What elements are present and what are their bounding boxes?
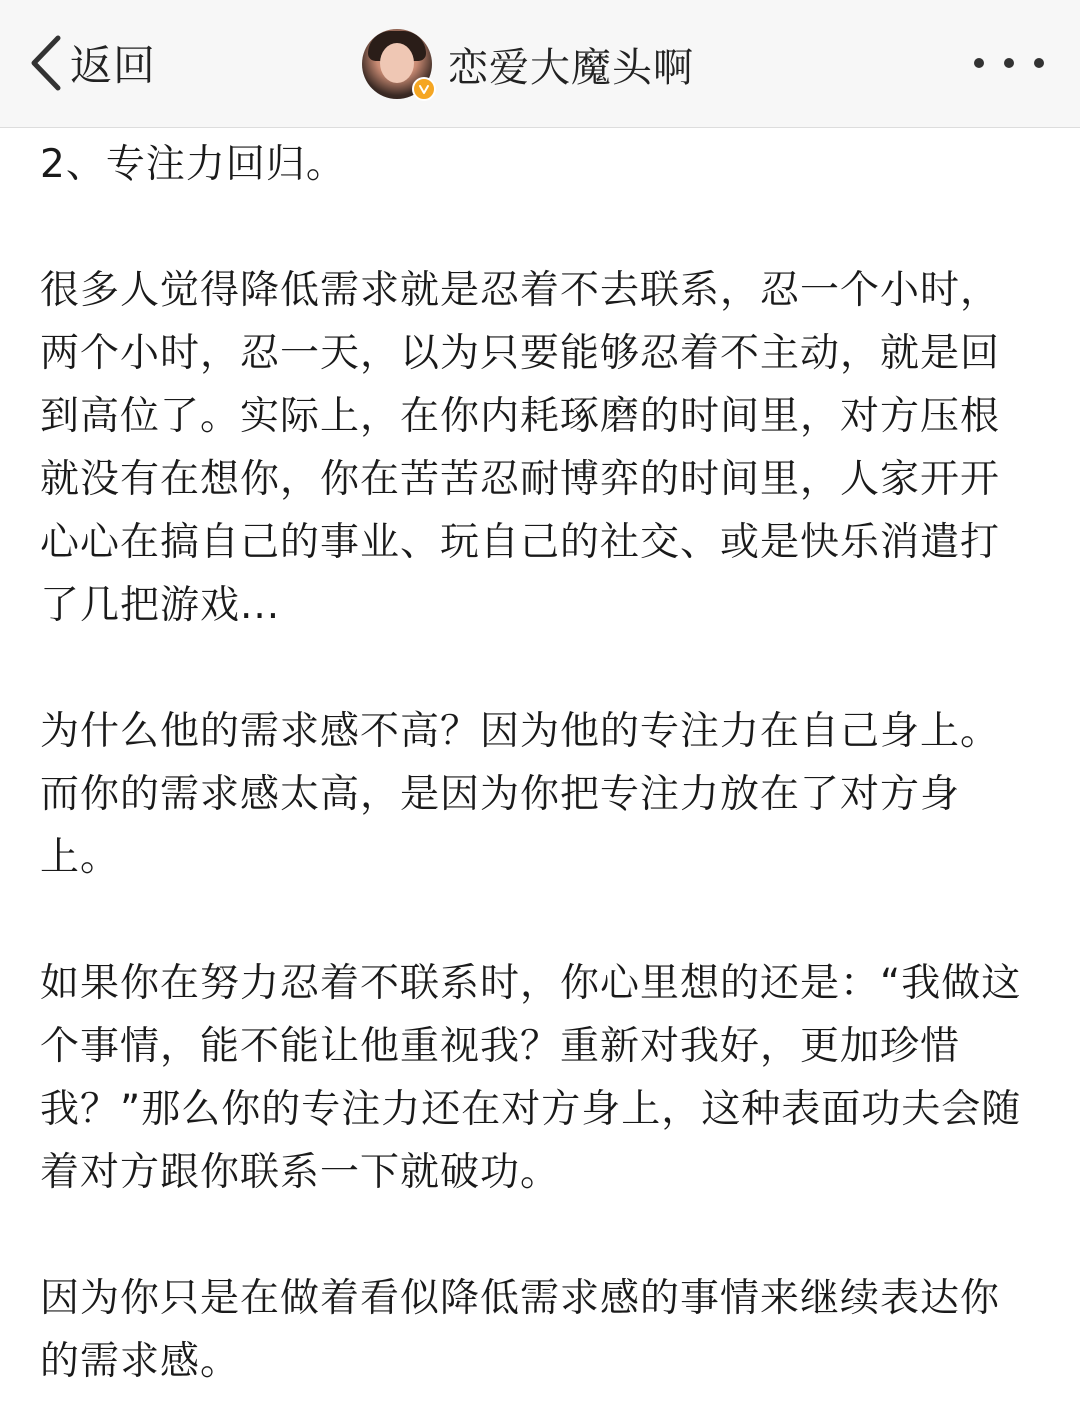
article-heading: 2、专注力回归。 [40, 142, 346, 187]
article-paragraph: 很多人觉得降低需求就是忍着不去联系，忍一个小时，两个小时，忍一天，以为只要能够忍着不主动，就是回到高位了。实际上，在你内耗琢磨的时间里，对方压根就没有在想你，你在苦苦忍耐博弈的时间里，人家开开心心在搞自己的事业、玩自己的社交、或是快乐消遣打了几把游戏... [40, 268, 1001, 628]
article-body [40, 133, 1030, 1393]
chevron-left-icon [28, 34, 62, 92]
article-paragraph: 如果你在努力忍着不联系时，你心里想的还是：“我做这个事情，能不能让他重视我？重新对我好，更加珍惜我？”那么你的专注力还在对方身上，这种表面功夫会随着对方跟你联系一下就破功。 [40, 961, 1022, 1195]
article-paragraph: 为什么他的需求感不高？因为他的专注力在自己身上。而你的需求感太高，是因为你把专注力放在了对方身上。 [40, 709, 1001, 880]
back-button[interactable] [28, 30, 156, 96]
verified-badge-icon [412, 77, 436, 101]
profile-header[interactable] [362, 28, 694, 100]
more-horizontal-icon [974, 58, 984, 68]
article-paragraph: 因为你只是在做着看似降低需求感的事情来继续表达你的需求感。 [40, 1276, 1001, 1384]
avatar[interactable] [362, 29, 432, 99]
back-label: 返回 [70, 41, 157, 90]
navigation-bar [0, 0, 1080, 128]
more-button[interactable] [974, 48, 1044, 78]
username[interactable]: 恋爱大魔头啊 [448, 44, 694, 91]
